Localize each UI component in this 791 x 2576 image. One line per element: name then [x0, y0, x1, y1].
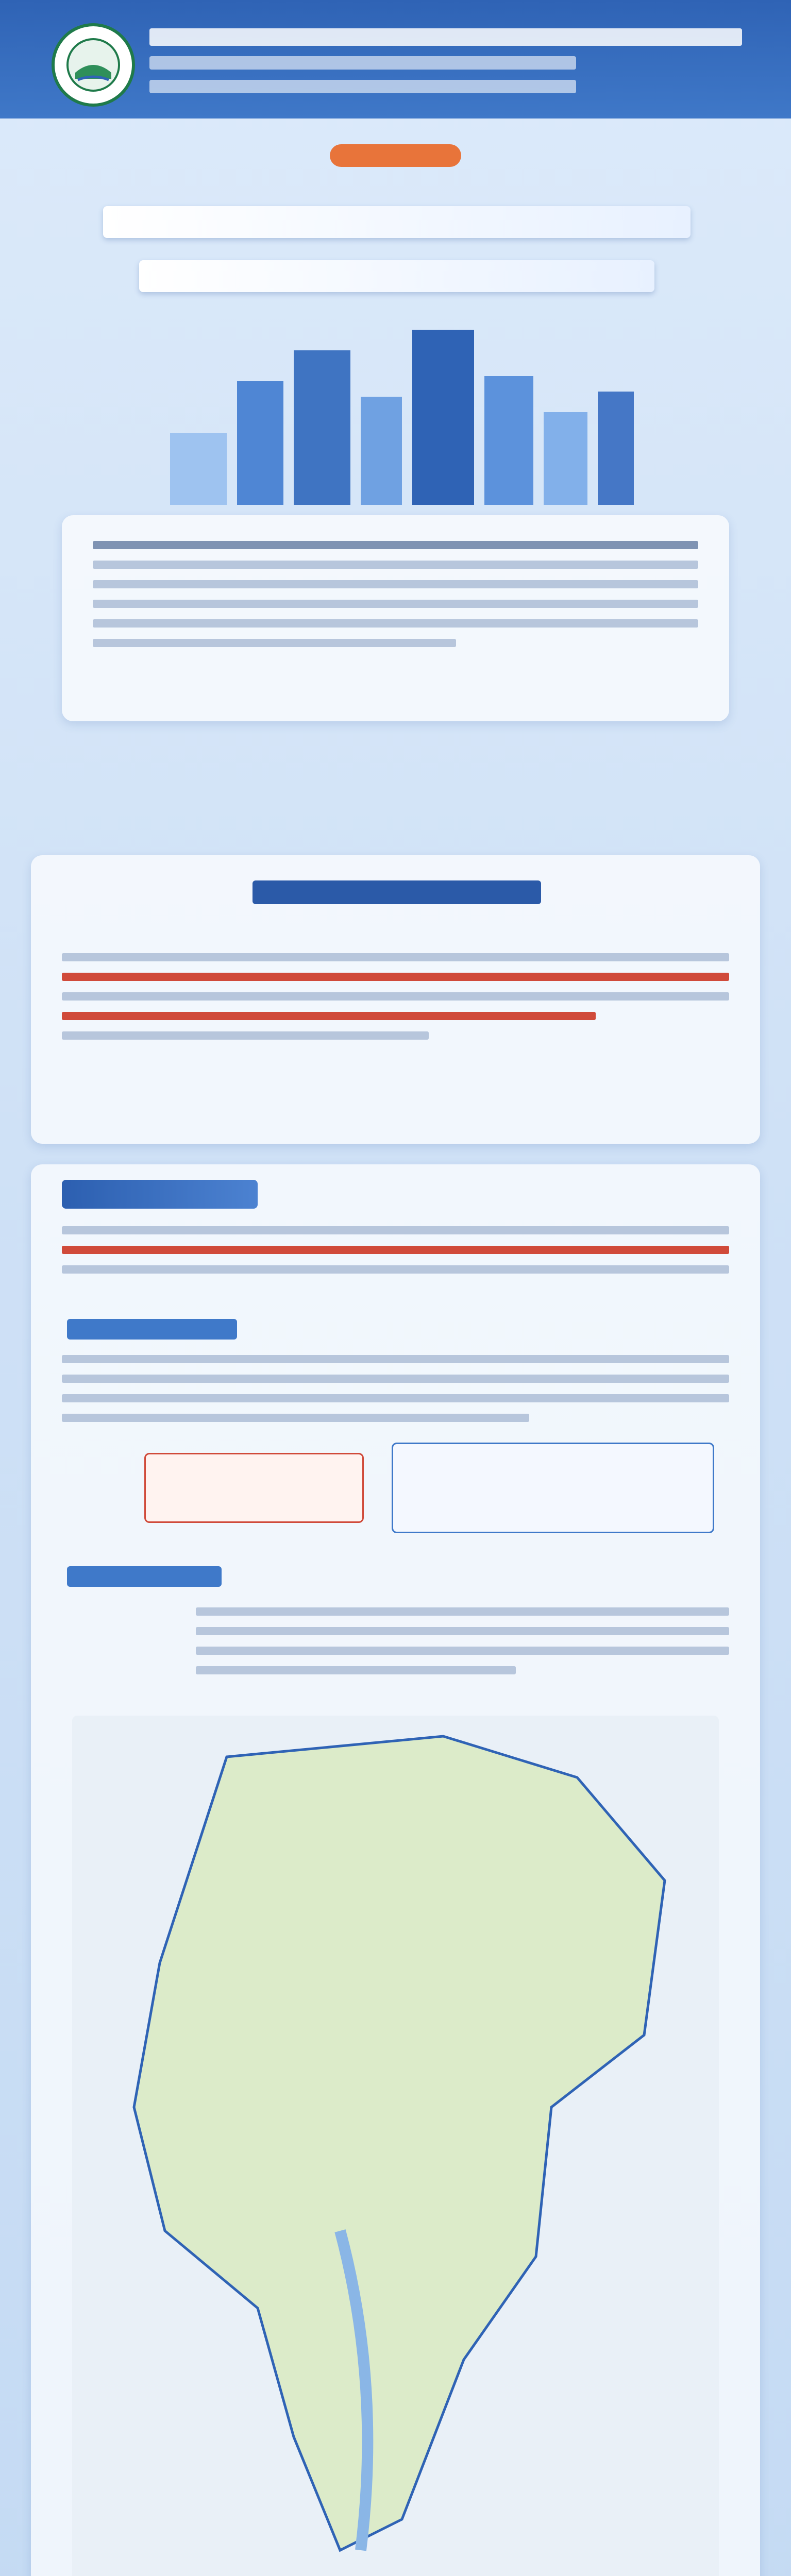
summary-body — [62, 953, 729, 1051]
flow-box — [392, 1443, 714, 1533]
subsection-badge — [67, 1319, 237, 1340]
bureau-logo — [52, 23, 135, 107]
title-panel — [72, 144, 719, 314]
bureau-name-en-line — [149, 80, 576, 93]
city-skyline-illustration — [67, 319, 724, 505]
subsection-body — [62, 1355, 729, 1433]
title-tag-text — [72, 144, 73, 145]
intro-card — [62, 515, 729, 721]
subsection-badge — [67, 1566, 222, 1587]
bureau-name-text — [0, 0, 1, 1]
headline-text — [72, 144, 73, 145]
map-illustration — [72, 1716, 719, 2576]
summary-heading-bar — [253, 880, 541, 904]
headline-line — [103, 206, 691, 238]
part-badge — [62, 1180, 258, 1209]
summary-heading — [149, 871, 644, 914]
bureau-name-line — [149, 28, 742, 46]
bureau-name-en-line — [149, 56, 576, 70]
part-one-lead — [62, 1226, 729, 1285]
subsection-body — [196, 1607, 729, 1686]
district-map — [72, 1716, 719, 2576]
intro-body — [93, 541, 698, 658]
bureau-name — [149, 28, 742, 104]
title-tag — [330, 144, 461, 167]
logo-emblem-icon — [65, 37, 122, 93]
bureau-name-en-text — [0, 0, 1, 1]
bureau-header — [0, 0, 791, 118]
flow-box — [144, 1453, 364, 1523]
headline-line — [139, 260, 654, 292]
